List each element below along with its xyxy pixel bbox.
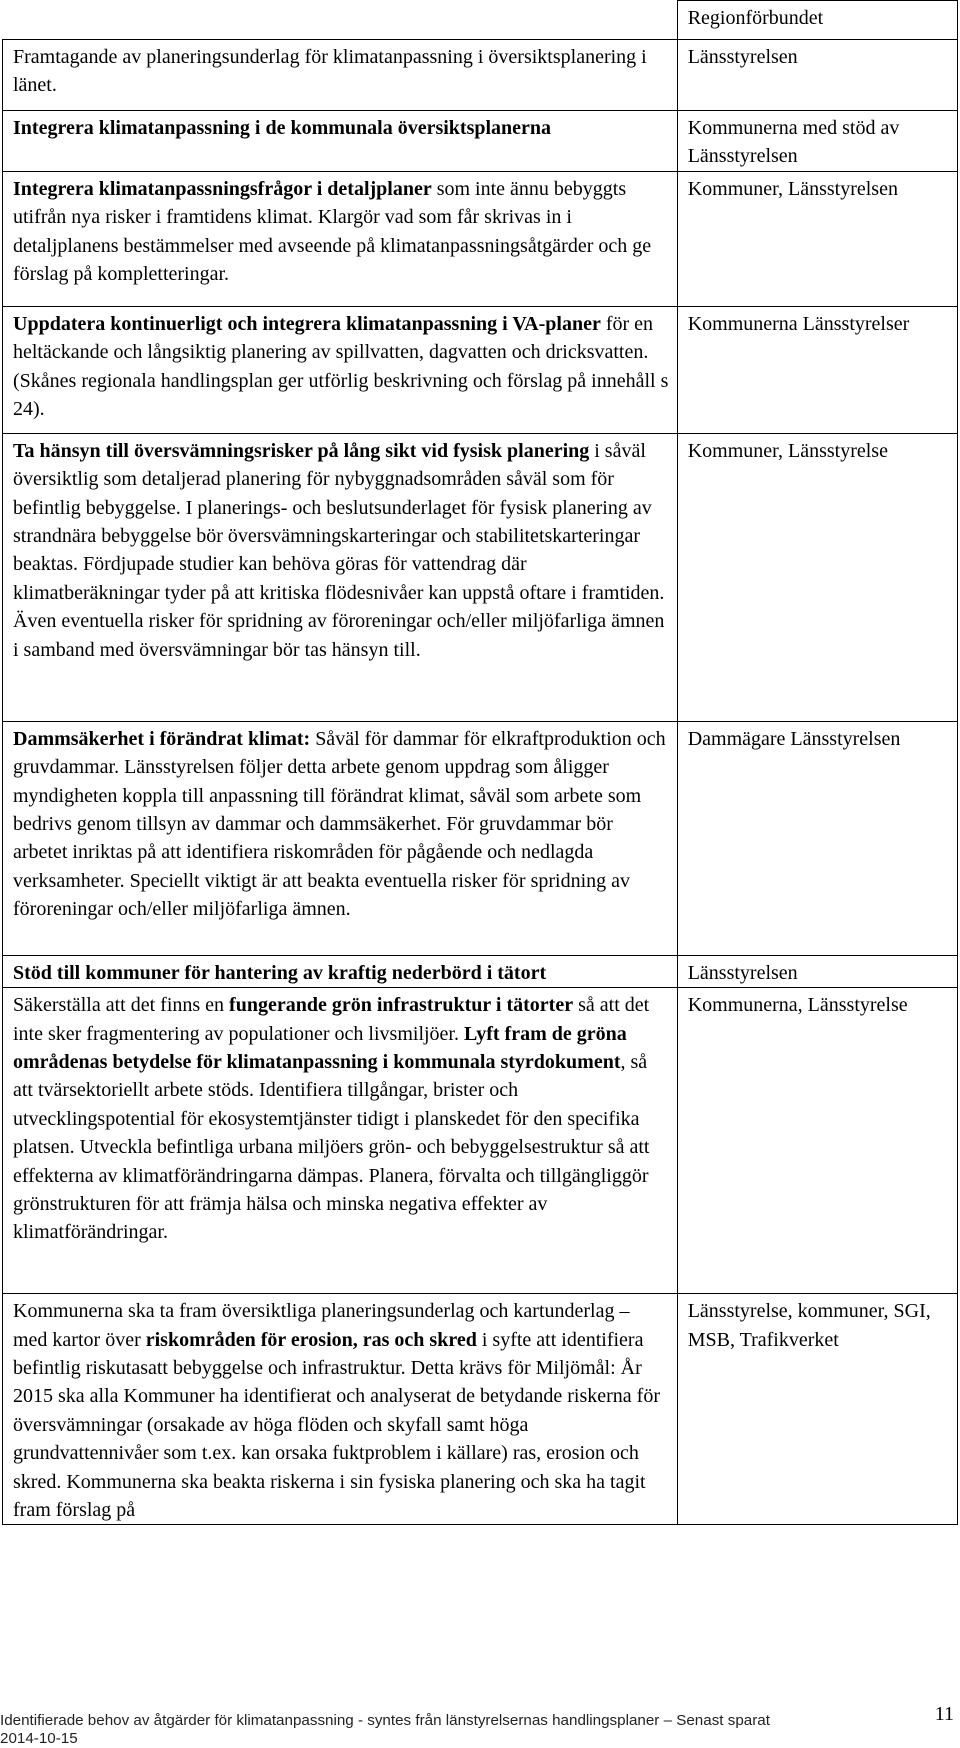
- responsible-text: Kommunerna med stöd av Länsstyrelsen: [687, 117, 900, 168]
- table-row: [3, 721, 958, 955]
- responsible-cell: [677, 111, 957, 172]
- action-cell: [3, 988, 678, 1294]
- responsible-text: Dammägare Länsstyrelsen: [687, 727, 901, 750]
- responsible-text: Kommunerna Länsstyrelser: [687, 312, 910, 335]
- table-row: [3, 40, 958, 111]
- action-cell: [3, 40, 678, 111]
- action-segment: i såväl översiktlig som detaljerad planering för nybyggnadsområden såväl som för befintlig bebyggelse. I planerings- och beslutsunderlaget för fysisk planering av strandnära bebyggelse bör översvämningskarteringar och stabilitetskarteringar beaktas. Fördjupade studier kan behöva göras för vattendrag där klimatberäkningar tyder på att kritiska flödesnivåer kan uppstå oftare i framtiden. Även eventuella risker för spridning av föroreningar och/eller miljöfarliga ämnen i samband med översvämningar bör tas hänsyn till.: [13, 439, 665, 661]
- action-segment: Kommunerna ska ta fram översiktliga planeringsunderlag och kartunderlag – med kartor över: [13, 1300, 630, 1351]
- footer-date: 2014-10-15: [0, 1730, 78, 1747]
- action-bold-segment: Integrera klimatanpassningsfrågor i detaljplaner: [13, 177, 432, 200]
- action-segment: Såväl för dammar för elkraftproduktion och gruvdammar. Länsstyrelsen följer detta arbete genom uppdrag som åligger myndigheten koppla till anpassning till förändrat klimat, såväl som arbete som bedrivs genom tillsyn av dammar och dammsäkerhet. För gruvdammar bör arbetet inriktas på att identifiera riskområden för pågående och nedlagda verksamheter. Speciellt viktigt är att beakta eventuella risker för spridning av föroreningar och/eller miljöfarliga ämnen.: [13, 727, 666, 921]
- responsible-cell: [677, 1294, 957, 1525]
- table-row: [3, 306, 958, 433]
- action-text: [13, 725, 669, 924]
- table-row: [3, 955, 958, 987]
- table-header-row: [3, 1, 958, 40]
- action-segment: för en heltäckande och långsiktig planering av spillvatten, dagvatten och dricksvatten. (Skånes regionala handlingsplan ger utförlig beskrivning och förslag på innehåll s 24).: [13, 312, 669, 421]
- responsible-text: Länsstyrelsen: [687, 46, 798, 68]
- table-row: [3, 1294, 958, 1525]
- responsible-text: Länsstyrelsen: [687, 961, 798, 984]
- table-row: [3, 111, 958, 172]
- responsible-cell: [677, 988, 957, 1294]
- action-cell: [3, 171, 678, 306]
- action-text: [13, 959, 669, 987]
- action-text: [13, 991, 669, 1247]
- action-text: [13, 114, 669, 142]
- action-cell: [3, 721, 678, 955]
- responsible-cell: [677, 306, 957, 433]
- table-row: [3, 988, 958, 1294]
- action-text: [13, 175, 669, 289]
- responsible-cell: [677, 40, 957, 111]
- action-bold-segment: Uppdatera kontinuerligt och integrera klimatanpassning i VA-planer: [13, 312, 601, 335]
- action-text: [13, 437, 669, 664]
- action-bold-segment: Integrera klimatanpassning i de kommunala översiktsplanerna: [13, 117, 552, 139]
- action-text: [13, 1297, 669, 1524]
- action-segment: som inte ännu bebyggts utifrån nya risker i framtidens klimat. Klargör vad som får skrivas in i detaljplanens bestämmelser med avseende på klimatanpassningsåtgärder och ge förslag på kompletteringar.: [13, 177, 652, 286]
- action-text: [13, 43, 669, 100]
- action-cell: [3, 306, 678, 433]
- footer-title: Identifierade behov av åtgärder för klimatanpassning - syntes från länstyrelsernas handlingsplaner – Senast sparat: [0, 1712, 770, 1729]
- responsible-cell: [677, 433, 957, 721]
- table-row: [3, 171, 958, 306]
- page-footer: [0, 1712, 960, 1748]
- responsible-cell: [677, 955, 957, 987]
- action-cell: [3, 111, 678, 172]
- table-row: [3, 433, 958, 721]
- header-empty-cell: [3, 1, 678, 40]
- action-bold-segment: fungerande grön infrastruktur i tätorter: [229, 994, 574, 1017]
- action-segment: Säkerställa att det finns en: [13, 994, 230, 1017]
- responsible-text: Kommuner, Länsstyrelse: [687, 439, 888, 462]
- responsible-text: Kommuner, Länsstyrelsen: [687, 177, 898, 200]
- action-cell: [3, 1294, 678, 1525]
- action-text: [13, 310, 669, 424]
- action-bold-segment: Dammsäkerhet i förändrat klimat:: [13, 727, 311, 750]
- responsible-cell: [677, 171, 957, 306]
- action-bold-segment: Lyft fram de gröna områdenas betydelse för klimatanpassning i kommunala styrdokument: [13, 1022, 627, 1074]
- action-segment: , så att tvärsektoriellt arbete stöds. Identifiera tillgångar, brister och utvecklingspotential för ekosystemtjänster tidigt i planskedet för den specifika platsen. Utveckla befintliga urbana miljöers grön- och bebyggelsestruktur så att effekterna av klimatförändringarna dämpas. Planera, förvalta och tillgängliggör grönstrukturen för att främja hälsa och minska negativa effekter av klimatförändringar.: [13, 1051, 650, 1244]
- responsible-cell: [677, 721, 957, 955]
- measures-table: [2, 0, 958, 1525]
- responsible-header-label: Regionförbundet: [687, 7, 824, 29]
- action-cell: [3, 955, 678, 987]
- responsible-text: Länsstyrelse, kommuner, SGI, MSB, Trafikverket: [687, 1300, 931, 1351]
- action-segment: i syfte att identifiera befintlig riskutasatt bebyggelse och infrastruktur. Detta krävs för Miljömål: År 2015 ska alla Kommuner ha identifierat och analyserat de betydande riskerna för översvämningar (orsakade av höga flöden och skyfall samt höga grundvattennivåer som t.ex. kan orsaka fuktproblem i källare) ras, erosion och skred. Kommunerna ska beakta riskerna i sin fysiska planering och ska ha tagit fram förslag på: [13, 1328, 660, 1522]
- action-segment: så att det inte sker fragmentering av populationer och livsmiljöer.: [13, 994, 650, 1045]
- page-number: 11: [934, 1703, 954, 1725]
- action-bold-segment: Stöd till kommuner för hantering av kraftig nederbörd i tätort: [13, 961, 547, 984]
- action-bold-segment: riskområden för erosion, ras och skred: [145, 1328, 477, 1351]
- action-segment: Framtagande av planeringsunderlag för klimatanpassning i översiktsplanering i länet.: [13, 46, 647, 97]
- responsible-text: Kommunerna, Länsstyrelse: [687, 994, 908, 1017]
- header-responsible-cell: [677, 1, 957, 40]
- action-bold-segment: Ta hänsyn till översvämningsrisker på lång sikt vid fysisk planering: [13, 439, 590, 462]
- action-cell: [3, 433, 678, 721]
